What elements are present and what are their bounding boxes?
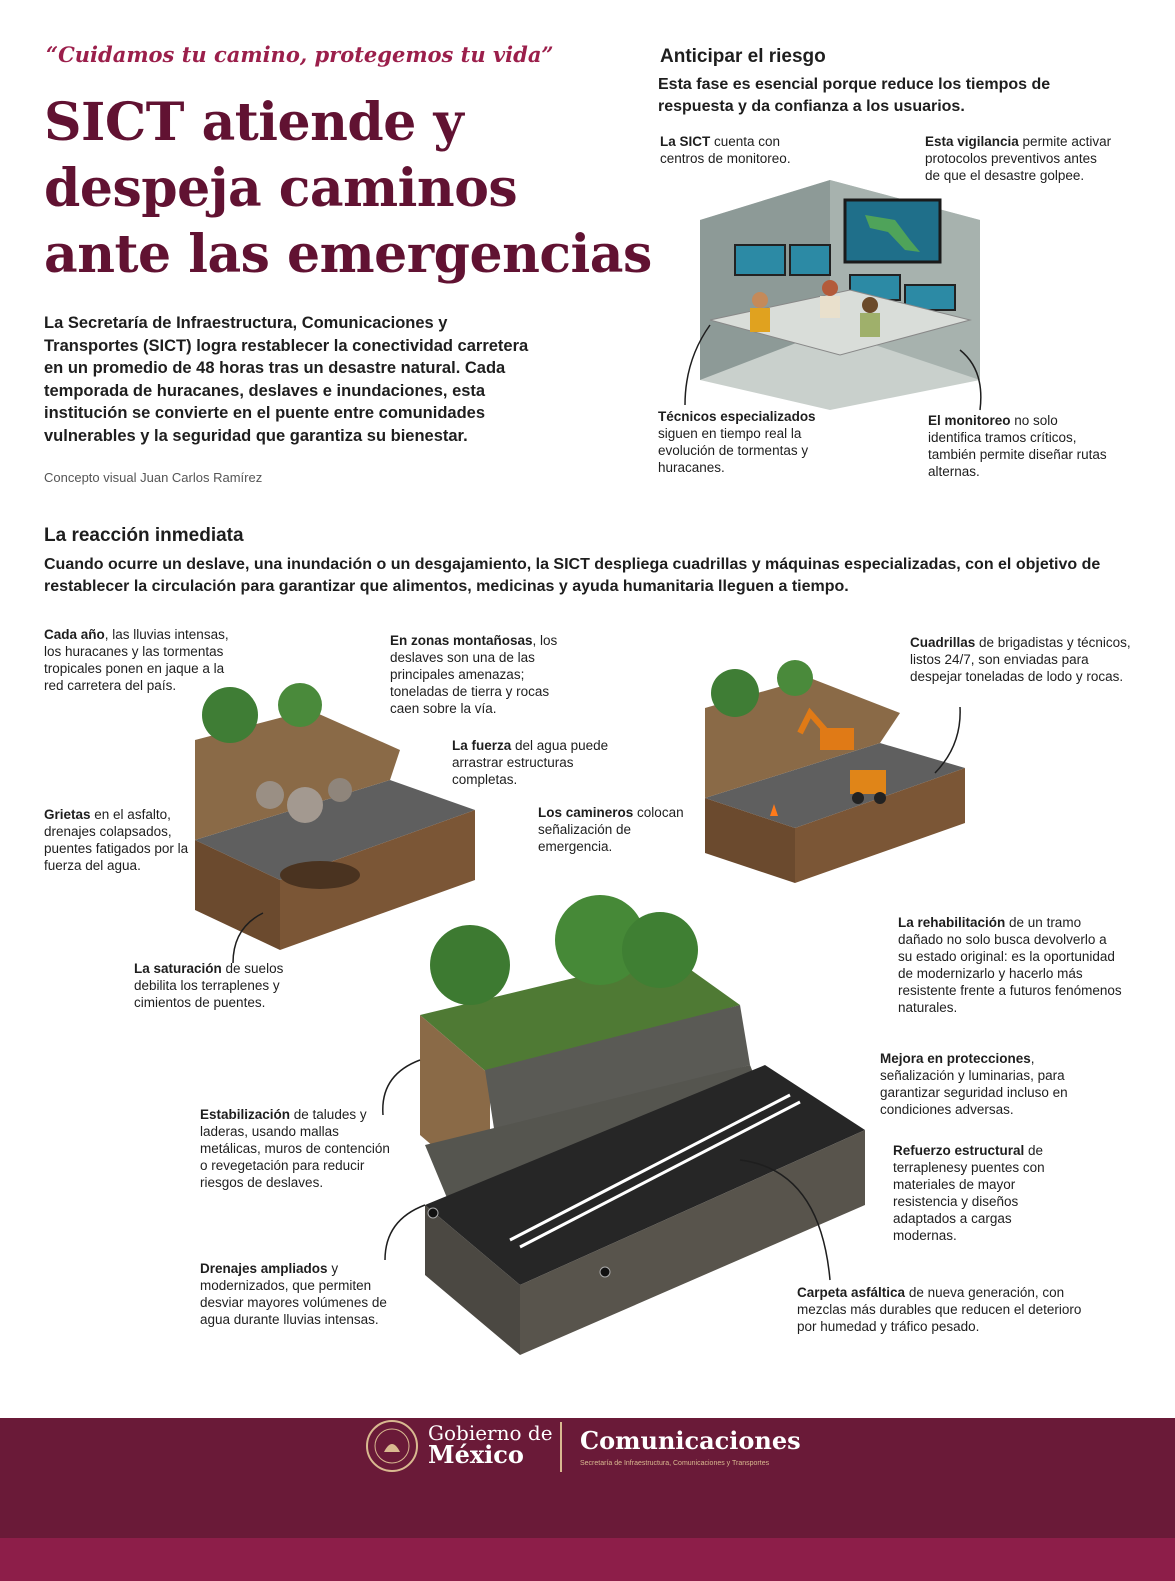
note-bold: Esta vigilancia xyxy=(925,134,1019,149)
note-bold: La saturación xyxy=(134,961,222,976)
callout-line xyxy=(930,705,970,775)
note-bold: Refuerzo estructural xyxy=(893,1143,1025,1158)
tree xyxy=(202,687,258,743)
note-refuerzo xyxy=(893,1142,1068,1244)
callout-line xyxy=(685,325,710,405)
technician xyxy=(752,292,768,308)
gob-line-1: Gobierno de xyxy=(428,1421,553,1445)
intro-paragraph: La Secretaría de Infraestructura, Comunicaciones y Transportes (SICT) logra restablecer la conectividad carretera en un promedio de 48 horas tras un desastre natural. Cada temporada de huracanes, deslaves e inundaciones, esta institución se convierte en el puente entre comunidades vulnerables y la seguridad que garantiza su bienestar. xyxy=(44,314,529,445)
note-text: no solo identifica tramos críticos, también permite diseñar rutas alternas. xyxy=(928,413,1107,479)
gobierno-logo-text xyxy=(428,1421,553,1469)
road-crack xyxy=(280,861,360,889)
technician-body xyxy=(820,296,840,318)
mexico-seal-icon xyxy=(362,1418,422,1474)
wheel xyxy=(874,792,886,804)
callout-line xyxy=(960,350,981,410)
note-sict-monitoreo xyxy=(660,133,820,167)
note-text: y modernizados, que permiten desviar mayores volúmenes de agua durante lluvias intensas. xyxy=(200,1261,387,1327)
loader xyxy=(850,770,886,794)
note-text: de nueva generación, con mezclas más durables que reducen el deterioro por humedad y tráfico pesado. xyxy=(797,1285,1082,1334)
anticipar-lead: Esta fase es esencial porque reduce los tiempos de respuesta y da confianza a los usuarios. xyxy=(658,76,1051,115)
note-bold: En zonas montañosas xyxy=(390,633,533,648)
note-text: cuenta con centros de monitoreo. xyxy=(660,134,791,166)
anticipar-heading: Anticipar el riesgo xyxy=(660,46,826,67)
note-text: de terraplenesy puentes con materiales de mayor resistencia y diseños adaptados a cargas modernas. xyxy=(893,1143,1045,1243)
footer-strip xyxy=(0,1538,1175,1581)
tree xyxy=(711,669,759,717)
note-estabilizacion xyxy=(200,1106,400,1191)
note-bold: Cada año xyxy=(44,627,105,642)
tree xyxy=(430,925,510,1005)
technician xyxy=(862,297,878,313)
note-vigilancia xyxy=(925,133,1115,184)
note-text: de un tramo dañado no solo busca devolverlo a su estado original: es la oportunidad de modernizarlo y hacerlo más resistente frente a futuros fenómenos naturales. xyxy=(898,915,1122,1015)
technician xyxy=(822,280,838,296)
note-grietas xyxy=(44,806,199,874)
note-bold: La rehabilitación xyxy=(898,915,1006,930)
monitor xyxy=(790,245,830,275)
note-bold: Mejora en protecciones xyxy=(880,1051,1031,1066)
note-text: de taludes y laderas, usando mallas metálicas, muros de contención o revegetación para reducir riesgos de deslaves. xyxy=(200,1107,390,1190)
note-text: del agua puede arrastrar estructuras completas. xyxy=(452,738,609,787)
note-bold: Técnicos especializados xyxy=(658,409,816,424)
note-text: permite activar protocolos preventivos antes de que el desastre golpee. xyxy=(925,134,1112,183)
dept-subtitle: Secretaría de Infraestructura, Comunicaciones y Transportes xyxy=(580,1460,770,1467)
note-text: siguen en tiempo real la evolución de tormentas y huracanes. xyxy=(658,426,809,475)
title-line-1: SICT atiende y xyxy=(44,92,464,153)
note-monitoreo xyxy=(928,412,1108,480)
dept-name: Comunicaciones xyxy=(580,1426,801,1455)
note-text: , los deslaves son una de las principales amenazas; toneladas de tierra y rocas caen sobre la vía. xyxy=(390,633,558,716)
note-saturacion xyxy=(134,960,299,1011)
note-camineros xyxy=(538,804,688,855)
note-bold: La fuerza xyxy=(452,738,512,753)
note-drenajes xyxy=(200,1260,410,1328)
note-text: de brigadistas y técnicos, listos 24/7, son enviadas para despejar toneladas de lodo y rocas. xyxy=(910,635,1131,684)
footer-divider xyxy=(560,1422,562,1472)
note-bold: Cuadrillas xyxy=(910,635,976,650)
credit-line: Concepto visual Juan Carlos Ramírez xyxy=(44,470,263,485)
callout-line xyxy=(383,1060,420,1115)
note-bold: Estabilización xyxy=(200,1107,291,1122)
rock xyxy=(256,781,284,809)
callout-line-right xyxy=(735,1155,845,1285)
gob-line-2: México xyxy=(428,1440,524,1469)
drain-pipe xyxy=(600,1267,610,1277)
note-text: , señalización y luminarias, para garantizar seguridad incluso en condiciones adversas. xyxy=(880,1051,1068,1117)
tree xyxy=(278,683,322,727)
callout-line xyxy=(740,1160,830,1280)
callout-line xyxy=(228,908,268,968)
callout-line xyxy=(935,707,960,773)
callout-lines xyxy=(680,320,1000,420)
title-line-3: ante las emergencias xyxy=(44,224,652,285)
page-title xyxy=(44,90,704,288)
note-rehabilitacion xyxy=(898,914,1123,1016)
monitor xyxy=(735,245,785,275)
wheel xyxy=(852,792,864,804)
slogan: “Cuidamos tu camino, protegemos tu vida” xyxy=(46,42,554,67)
note-bold: Los camineros xyxy=(538,805,634,820)
note-bold: Carpeta asfáltica xyxy=(797,1285,906,1300)
title-line-2: despeja caminos xyxy=(44,158,518,219)
tree xyxy=(622,912,698,988)
callout-line xyxy=(233,913,263,963)
reaccion-lead: Cuando ocurre un deslave, una inundación o un desgajamiento, la SICT despliega cuadrillas y máquinas especializadas, con el objetivo de restablecer la circulación para garantizar que alimentos, medicinas y ayuda humanitaria lleguen a tiempo. xyxy=(44,556,1101,595)
callout-line xyxy=(385,1205,425,1260)
callout-lines-left xyxy=(375,1055,435,1265)
note-bold: La SICT xyxy=(660,134,711,149)
note-text: de suelos debilita los terraplenes y cimientos de puentes. xyxy=(134,961,284,1010)
excavator xyxy=(820,728,854,750)
seal-eagle xyxy=(384,1444,400,1452)
note-text: , las lluvias intensas, los huracanes y las tormentas tropicales ponen en jaque a la red carretera del país. xyxy=(44,627,229,693)
note-text: en el asfalto, drenajes colapsados, puentes fatigados por la fuerza del agua. xyxy=(44,807,189,873)
reaccion-heading: La reacción inmediata xyxy=(44,525,244,546)
rock xyxy=(328,778,352,802)
rehabilitated-road-illustration xyxy=(410,895,890,1365)
note-bold: Drenajes ampliados xyxy=(200,1261,328,1276)
note-mejora-protecciones xyxy=(880,1050,1090,1118)
rock xyxy=(287,787,323,823)
tree xyxy=(777,660,813,696)
note-bold: El monitoreo xyxy=(928,413,1011,428)
note-text: colocan señalización de emergencia. xyxy=(538,805,684,854)
note-bold: Grietas xyxy=(44,807,91,822)
